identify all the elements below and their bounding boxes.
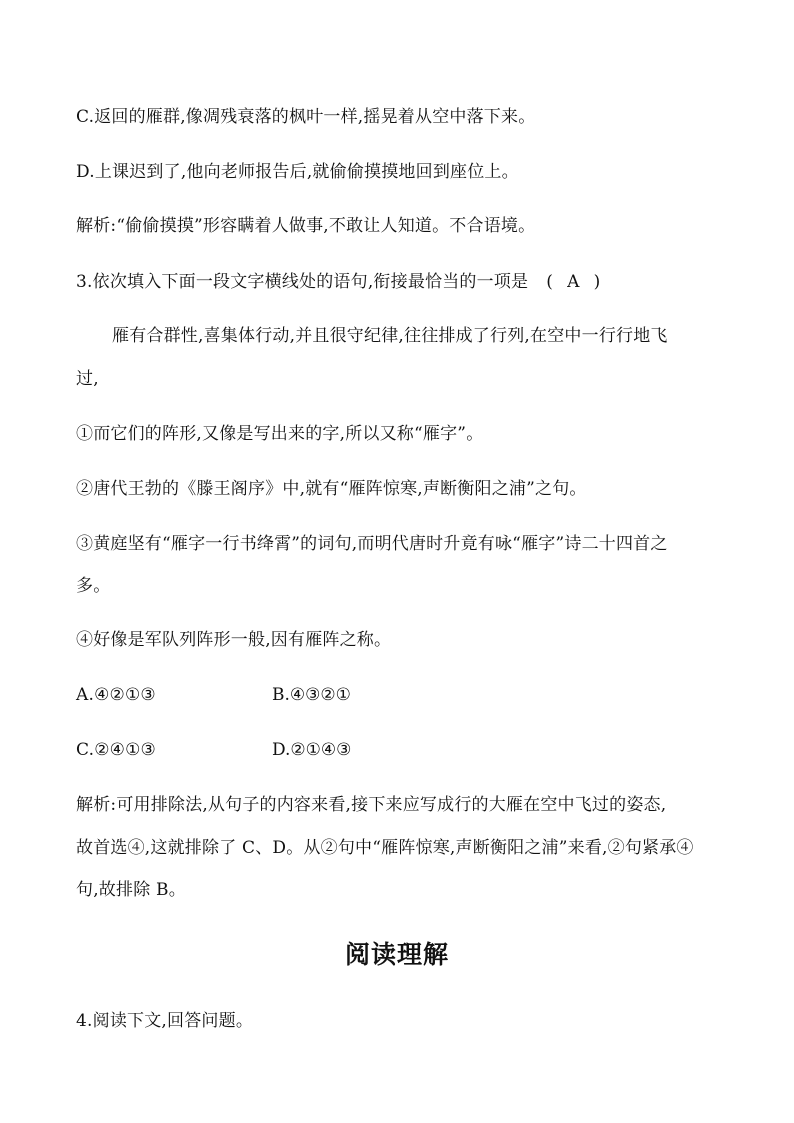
q3-item-2: ②唐代王勃的《滕王阁序》中,就有“雁阵惊寒,声断衡阳之浦”之句。 [76, 479, 587, 499]
q3-item-3-line2: 多。 [76, 576, 111, 596]
q3-analysis-line3: 句,故排除 B。 [76, 880, 186, 900]
q3-item-1: ①而它们的阵形,又像是写出来的字,所以又称“雁字”。 [76, 424, 484, 444]
q2-option-c: C.返回的雁群,像凋残衰落的枫叶一样,摇晃着从空中落下来。 [76, 107, 536, 127]
q3-paren-open: ( [546, 272, 554, 292]
q4-stem: 4.阅读下文,回答问题。 [76, 1011, 254, 1031]
q3-item-3-line1: ③黄庭坚有“雁字一行书绛霄”的词句,而明代唐时升竟有咏“雁字”诗二十四首之 [76, 534, 668, 554]
q3-choice-b: B.④③②① [272, 685, 351, 705]
q3-choice-a: A.④②①③ [76, 685, 156, 705]
q3-answer: A [567, 272, 580, 292]
q3-passage-line2: 过, [76, 369, 99, 389]
q3-item-4: ④好像是军队列阵形一般,因有雁阵之称。 [76, 630, 392, 650]
q3-paren-close: ) [593, 272, 601, 292]
q3-analysis-line1: 解析:可用排除法,从句子的内容来看,接下来应写成行的大雁在空中飞过的姿态, [76, 795, 667, 815]
q3-passage-line1: 雁有合群性,喜集体行动,并且很守纪律,往往排成了行列,在空中一行行地飞 [112, 326, 668, 346]
section-title: 阅读理解 [344, 940, 449, 969]
q2-analysis: 解析:“偷偷摸摸”形容瞒着人做事,不敢让人知道。不合语境。 [76, 216, 536, 236]
q3-stem-row [76, 271, 600, 293]
q3-stem: 3.依次填入下面一段文字横线处的语句,衔接最恰当的一项是 [76, 272, 529, 292]
q3-analysis-line2: 故首选④,这就排除了 C、D。从②句中“雁阵惊寒,声断衡阳之浦”来看,②句紧承④ [76, 838, 694, 858]
q3-choice-c: C.②④①③ [76, 740, 156, 760]
q3-choice-d: D.②①④③ [272, 740, 352, 760]
q2-option-d: D.上课迟到了,他向老师报告后,就偷偷摸摸地回到座位上。 [76, 162, 519, 182]
